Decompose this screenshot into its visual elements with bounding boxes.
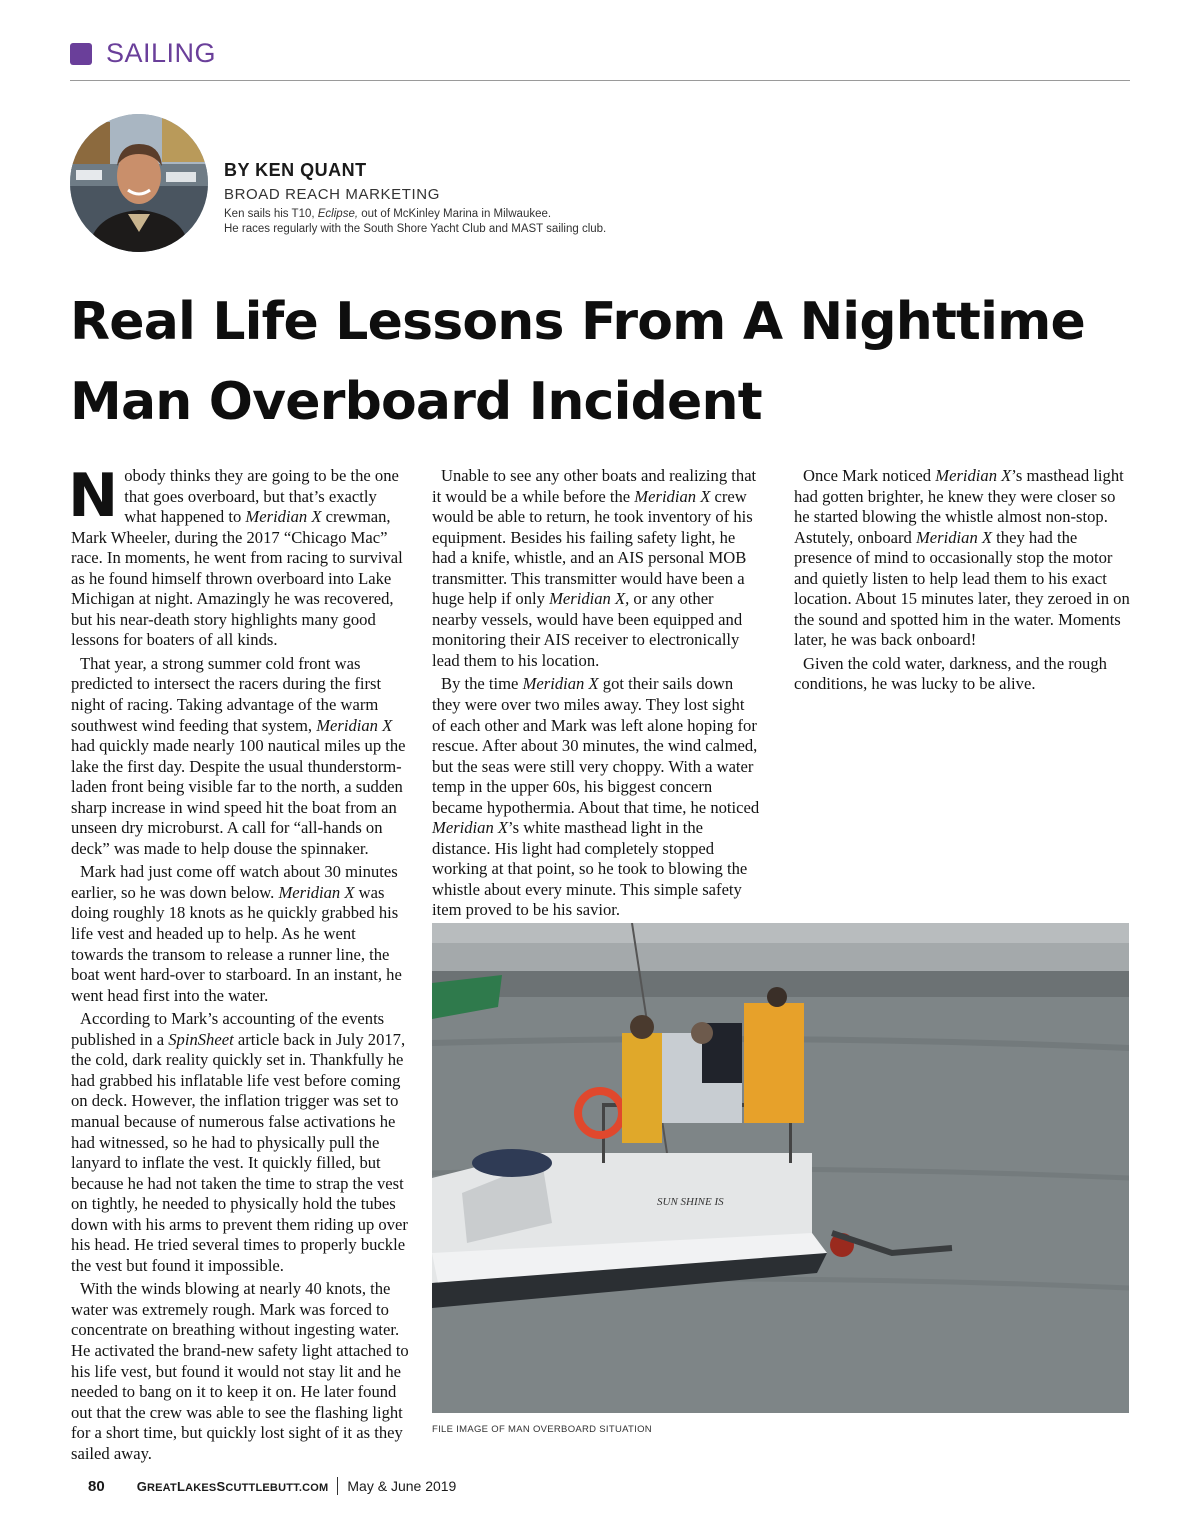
- author-byline: BY KEN QUANT: [224, 160, 367, 180]
- paragraph-text: ’s white masthead light in the distance. His light had completely stopped working at that point, so he took to blowing the whistle about every minute. This simple safety item proved to be his savior.: [432, 818, 748, 920]
- article-paragraph: [68, 461, 409, 651]
- header-rule: [70, 80, 1130, 81]
- paragraph-text: obody thinks they are going to be the one that goes overboard, but that’s exactly what happened to: [124, 466, 399, 527]
- author-bio-text: out of McKinley Marina in Milwaukee.: [358, 208, 552, 220]
- paragraph-text: was doing roughly 18 knots as he quickly grabbed his life vest and headed up to help. As he went towards the transom to release a runner line, the boat went hard-over to starboard. In an instant, he went head first into the water.: [71, 882, 402, 1005]
- section-marker-icon: [70, 43, 92, 65]
- paragraph-text: By the time: [441, 674, 523, 694]
- paragraph-text: had quickly made nearly 100 nautical miles up the lake the first day. Despite the usual thunderstorm-laden front being visible far to the north, a sudden sharp increase in wind speed hit the boat from an unseen dry microburst. A call for “all-hands on deck” was made to help douse the spinnaker.: [71, 736, 406, 858]
- article-paragraph: [432, 674, 762, 921]
- paragraph-text: they had the presence of mind to occasionally stop the motor and quietly listen to help lead them to his exact location. About 15 minutes later, they zeroed in on the sound and spotted him in the water. Moments later, he was back onboard!: [794, 527, 1130, 650]
- author-bio-text: He races regularly with the South Shore Yacht Club and MAST sailing club.: [224, 223, 607, 235]
- article-paragraph: [794, 654, 1132, 695]
- boat-name: Meridian X: [634, 486, 711, 506]
- boat-name: Meridian X: [316, 715, 393, 735]
- boat-name: Meridian X,: [549, 589, 630, 609]
- author-bio-boat: Eclipse,: [317, 208, 359, 220]
- article-paragraph: [71, 654, 409, 859]
- boat-name-text: SUN SHINE IS: [657, 1196, 724, 1208]
- paragraph-text: article back in July 2017, the cold, dark reality quickly set in. Thankfully he had grabbed his inflatable life vest before coming on deck. However, the inflation trigger was set to manual because of numerous false activations he had witnessed, so he had to physically pull the lanyard to inflate the vest. It quickly filled, but because he had not taken the time to strap the vest on tightly, he needed to physically hold the tubes down with his arms to prevent them riding up over his head. He tried several times to properly buckle the vest but found it impossible.: [71, 1029, 408, 1275]
- paragraph-text: Mark had just come off watch about 30 minutes earlier, so he was down below.: [71, 862, 398, 902]
- paragraph-text: ’s masthead light had gotten brighter, he knew they were closer so he started blowing the whistle almost non-stop. Astutely, onboard: [794, 466, 1124, 547]
- site-name: [137, 1479, 329, 1494]
- footer-divider: [337, 1477, 338, 1495]
- publication-name: SpinSheet: [168, 1029, 234, 1049]
- author-bio-text: Ken sails his T10,: [224, 208, 318, 220]
- paragraph-text: Once Mark noticed: [803, 466, 936, 485]
- paragraph-text: According to Mark’s accounting of the events published in a: [71, 1009, 385, 1049]
- author-photo: [70, 114, 208, 252]
- section-header: [70, 38, 216, 69]
- issue-date: May & June 2019: [347, 1478, 457, 1494]
- site-name-part: S: [216, 1478, 226, 1494]
- article-column-3: [794, 466, 1132, 698]
- paragraph-text: With the winds blowing at nearly 40 knots, the water was extremely rough. Mark was forced to concentrate on breathing without ingesting water. He activated the brand-new safety light attached to his life vest, but found it would not stay lit and he needed to bang on it to keep it on. He later found out that the crew was able to see the flashing light for a short time, but quickly lost sight of it as they sailed away.: [71, 1279, 409, 1463]
- article-column-2: [432, 466, 762, 924]
- site-name-part: CUTTLEBUTT: [225, 1481, 299, 1494]
- article-column-1: [68, 461, 409, 1467]
- paragraph-text: Unable to see any other boats and realizing that it would be a while before the: [432, 466, 757, 506]
- site-name-part: G: [136, 1478, 147, 1494]
- site-name-part: L: [176, 1478, 186, 1494]
- article-paragraph: [432, 466, 762, 671]
- author-bio: [224, 207, 606, 237]
- site-name-part: .COM: [298, 1481, 329, 1494]
- boat-name: Meridian X: [432, 818, 509, 838]
- article-paragraph: [71, 1009, 409, 1276]
- paragraph-text: got their sails down they were over two miles away. They lost sight of each other and Mark was left alone hoping for rescue. After about 30 minutes, the wind calmed, but the seas were still very choppy. With a water temp in the upper 60s, his biggest concern became hypothermia. About that time, he noticed: [432, 674, 760, 817]
- article-paragraph: [71, 862, 409, 1006]
- paragraph-text: crewman, Mark Wheeler, during the 2017 “Chicago Mac” race. In moments, he went from racing to survival as he found himself thrown overboard into Lake Michigan at night. Amazingly he was recovered, but his near-death story highlights many good lessons for boaters of all kinds.: [71, 507, 403, 650]
- article-paragraph: [71, 1279, 409, 1464]
- author-organization: BROAD REACH MARKETING: [224, 186, 440, 203]
- drop-cap: N: [68, 461, 119, 531]
- article-paragraph: [794, 466, 1132, 651]
- boat-name: Meridian X: [245, 507, 322, 527]
- site-name-part: REAT: [147, 1481, 177, 1494]
- site-name-part: AKES: [185, 1481, 217, 1494]
- paragraph-text: Given the cold water, darkness, and the rough conditions, he was lucky to be alive.: [794, 653, 1107, 694]
- paragraph-text: or any other nearby vessels, would have been equipped and monitoring their AIS receiver to electronically lead them to his location.: [432, 589, 743, 670]
- article-headline: Real Life Lessons From A Nighttime Man Overboard Incident: [70, 292, 1085, 432]
- article-photo: [432, 923, 1129, 1413]
- author-info: [224, 160, 606, 237]
- paragraph-text: crew would be able to return, he took inventory of his equipment. Besides his failing safety light, he had a knife, whistle, and an AIS personal MOB transmitter. This transmitter would have been a huge help if only: [432, 486, 753, 609]
- boat-name: Meridian X: [935, 466, 1012, 485]
- boat-name: Meridian X: [278, 882, 355, 902]
- paragraph-text: That year, a strong summer cold front was predicted to intersect the racers during the first night of racing. Taking advantage of the warm southwest wind feeding that system,: [71, 653, 382, 735]
- page-number: 80: [88, 1477, 105, 1495]
- page-footer: [88, 1477, 456, 1495]
- section-label: SAILING: [106, 38, 217, 68]
- boat-name: Meridian X: [522, 674, 599, 694]
- photo-caption: FILE IMAGE OF MAN OVERBOARD SITUATION: [432, 1424, 652, 1435]
- boat-name: Meridian X: [915, 527, 993, 547]
